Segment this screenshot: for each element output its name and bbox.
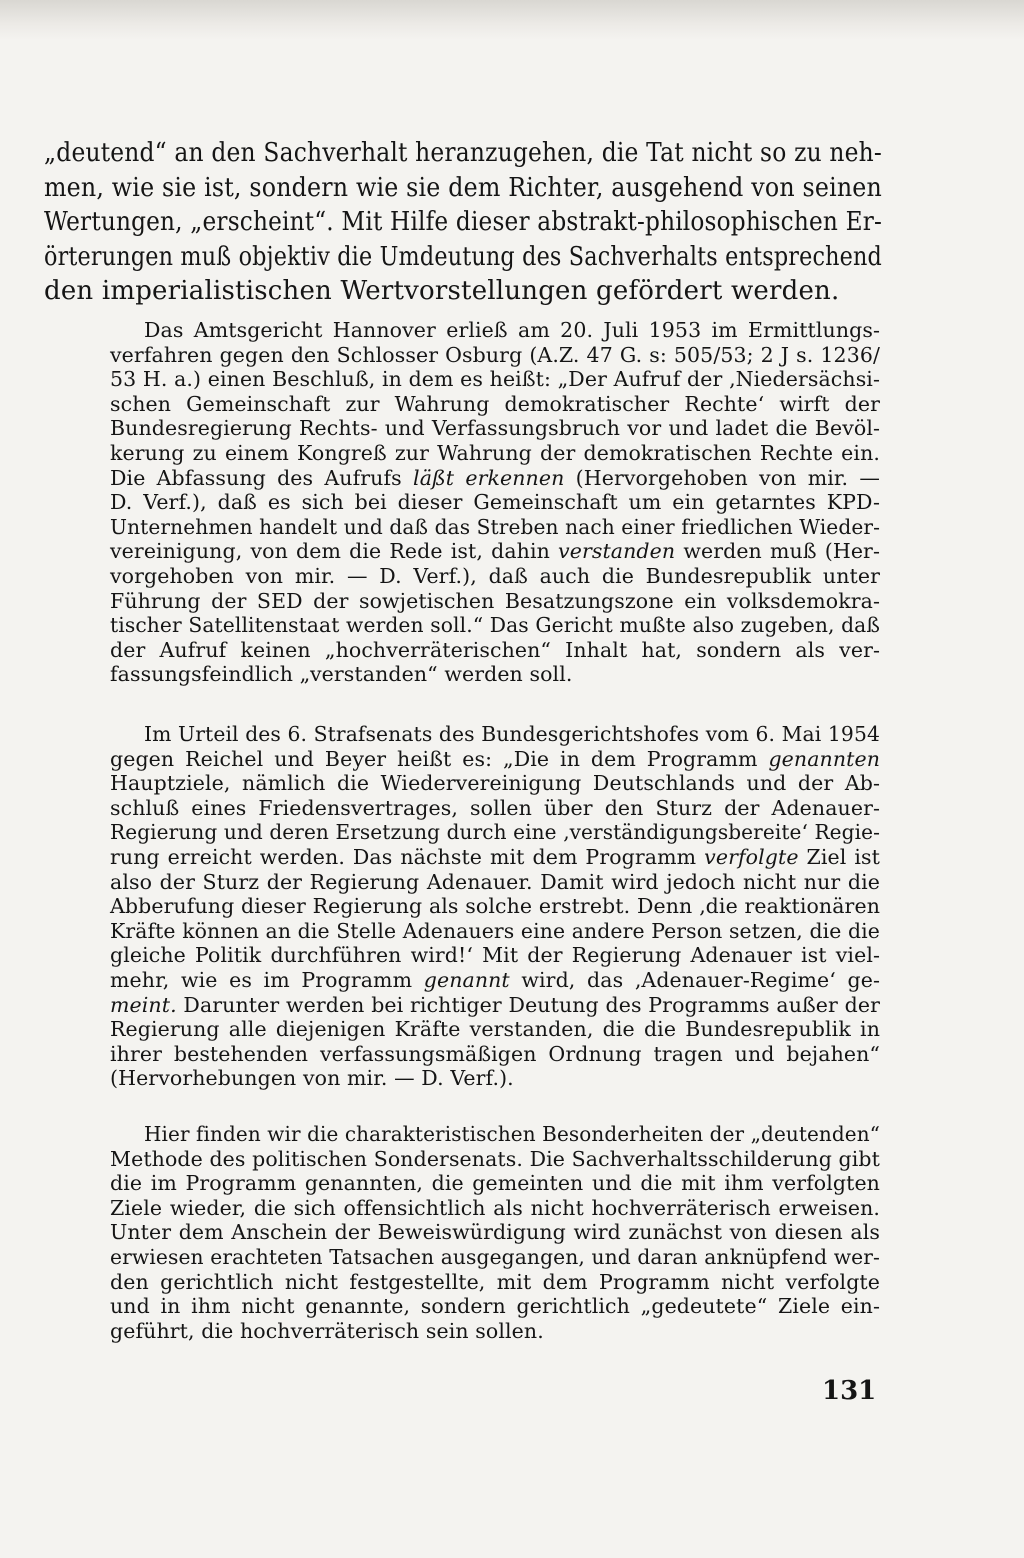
text-line: 53 H. a.) einen Beschluß, in dem es heißt: „Der Aufruf der ‚Niedersächsi- <box>110 367 880 392</box>
text-line: Das Amtsgericht Hannover erließ am 20. Juli 1953 im Ermittlungs- <box>144 318 880 342</box>
text-line: örterungen muß objektiv die Umdeutung des Sachverhalts entsprechend <box>44 241 882 272</box>
text-line: Kräfte können an die Stelle Adenauers eine andere Person setzen, die die <box>110 918 880 943</box>
text-line: erwiesen erachteten Tatsachen ausgegangen, und daran anknüpfend wer- <box>110 1245 880 1269</box>
text-line: meint. Darunter werden bei richtiger Deutung des Programms außer der <box>110 992 880 1017</box>
text-line: geführt, die hochverräterisch sein sollen. <box>110 1318 544 1343</box>
text-line: Bundesregierung Rechts- und Verfassungsbruch vor und ladet die Bevöl- <box>110 416 880 441</box>
text-line: vereinigung, von dem die Rede ist, dahin verstanden werden muß (Her- <box>110 539 880 564</box>
text-line: die im Programm genannten, die gemeinten und die mit ihm verfolgten <box>110 1171 880 1196</box>
text-line: Hier finden wir die charakteristischen Besonderheiten der „deutenden“ <box>144 1122 880 1146</box>
text-line: D. Verf.), daß es sich bei dieser Gemeinschaft um ein getarntes KPD- <box>110 490 880 515</box>
scan-top-edge <box>0 0 1024 40</box>
text-line: der Aufruf keinen „hochverräterischen“ Inhalt hat, sondern als ver- <box>110 637 880 662</box>
text-line: den imperialistischen Wertvorstellungen gefördert werden. <box>44 276 840 306</box>
text-line: also der Sturz der Regierung Adenauer. Damit wird jedoch nicht nur die <box>110 869 880 894</box>
text-line: fassungsfeindlich „verstanden“ werden soll. <box>110 662 573 687</box>
text-line: gleiche Politik durchführen wird!‘ Mit der Regierung Adenauer ist viel- <box>110 943 880 968</box>
text-line: den gerichtlich nicht festgestellte, mit dem Programm nicht verfolgte <box>110 1269 880 1294</box>
text-line: „deutend“ an den Sachverhalt heranzugehen, die Tat nicht so zu neh- <box>44 138 882 168</box>
text-line: und in ihm nicht genannte, sondern gerichtlich „gedeutete“ Ziele ein- <box>110 1294 880 1319</box>
text-line: Regierung und deren Ersetzung durch eine ‚verständigungsbereite‘ Regie- <box>110 820 880 845</box>
text-line: tischer Satellitenstaat werden soll.“ Das Gericht mußte also zugeben, daß <box>110 613 880 638</box>
text-line: verfahren gegen den Schlosser Osburg (A.Z. 47 G. s: 505/53; 2 J s. 1236/ <box>110 342 880 367</box>
text-line: Methode des politischen Sondersenats. Die Sachverhaltsschilderung gibt <box>110 1146 880 1171</box>
text-line: Unternehmen handelt und daß das Streben nach einer friedlichen Wieder- <box>110 514 880 539</box>
text-line: gegen Reichel und Beyer heißt es: „Die in dem Programm genannten <box>110 746 880 771</box>
page-number: 131 <box>822 1376 877 1406</box>
text-line: vorgehoben von mir. — D. Verf.), daß auch die Bundesrepublik unter <box>110 564 880 588</box>
text-line: Unter dem Anschein der Beweiswürdigung wird zunächst von diesen als <box>110 1220 880 1245</box>
text-line: Führung der SED der sowjetischen Besatzungszone ein volksdemokra- <box>110 588 880 613</box>
text-line: Wertungen, „erscheint“. Mit Hilfe dieser abstrakt-philosophischen Er- <box>44 207 882 237</box>
text-line: rung erreicht werden. Das nächste mit dem Programm verfolgte Ziel ist <box>110 845 880 869</box>
text-line: Regierung alle diejenigen Kräfte verstanden, die die Bundesrepublik in <box>110 1017 880 1042</box>
text-line: Hauptziele, nämlich die Wiedervereinigung Deutschlands und der Ab- <box>110 771 880 796</box>
text-line: Ziele wieder, die sich offensichtlich als nicht hochverräterisch erweisen. <box>110 1195 880 1220</box>
text-line: Die Abfassung des Aufrufs läßt erkennen (Hervorgehoben von mir. — <box>110 465 880 490</box>
text-line: Abberufung dieser Regierung als solche erstrebt. Denn ‚die reaktionären <box>110 894 880 919</box>
text-line: kerung zu einem Kongreß zur Wahrung der demokratischen Rechte ein. <box>110 441 880 465</box>
text-line: mehr, wie es im Programm genannt wird, das ‚Adenauer-Regime‘ ge- <box>110 968 880 992</box>
text-line: (Hervorhebungen von mir. — D. Verf.). <box>110 1066 514 1091</box>
text-line: Im Urteil des 6. Strafsenats des Bundesgerichtshofes vom 6. Mai 1954 <box>144 722 880 746</box>
text-line: ihrer bestehenden verfassungsmäßigen Ordnung tragen und bejahen“ <box>110 1041 880 1066</box>
text-line: schluß eines Friedensvertrages, sollen über den Sturz der Adenauer- <box>110 795 880 820</box>
text-line: men, wie sie ist, sondern wie sie dem Richter, ausgehend von seinen <box>44 172 882 203</box>
text-line: schen Gemeinschaft zur Wahrung demokratischer Rechte‘ wirft der <box>110 391 880 416</box>
